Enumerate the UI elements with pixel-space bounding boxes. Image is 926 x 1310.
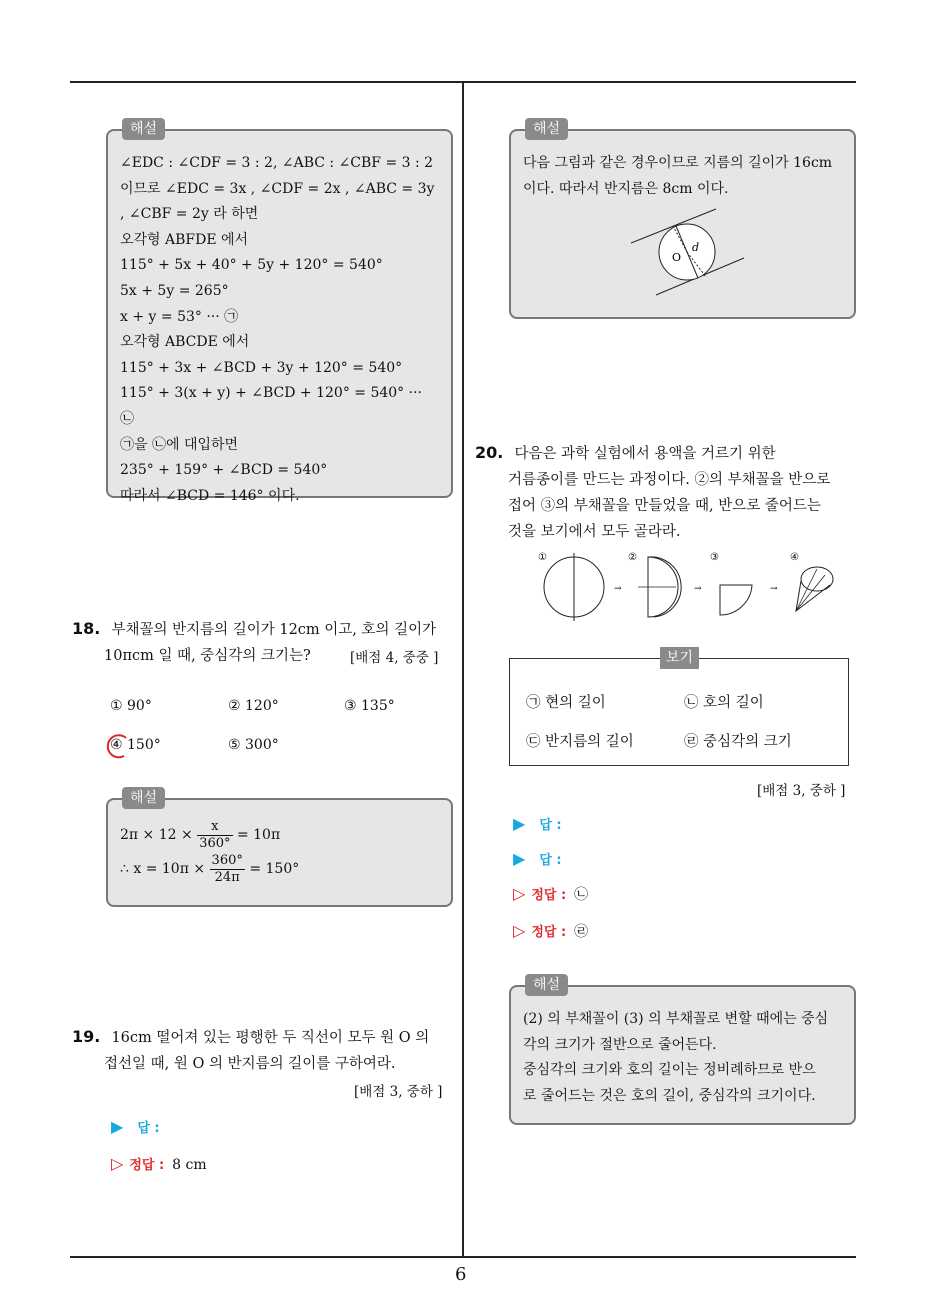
answer-label: 답 : xyxy=(539,818,562,833)
solution-line: ∴ x = 10π × $\frac{360^\circ}{24\pi}$ = 150° xyxy=(120,852,300,885)
options-box xyxy=(509,650,849,766)
option-item: ㉢ 반지름의 길이 xyxy=(526,734,634,750)
question-18 xyxy=(72,617,457,643)
question-text: 다음은 과학 실험에서 용액을 거르기 위한 xyxy=(514,446,776,462)
correct-value: ㉣ xyxy=(574,924,589,940)
question-19-line2: 접선일 때, 원 O 의 반지름의 길이를 구하여라. xyxy=(104,1056,396,1072)
question-score: [배점 3, 중하 ] xyxy=(757,783,846,799)
play-triangle-icon: ▶ xyxy=(513,849,526,868)
solution-line: 오각형 ABFDE 에서 xyxy=(120,231,249,248)
solution-tag: 해설 xyxy=(122,118,165,140)
solution-line: 오각형 ABCDE 에서 xyxy=(120,334,250,351)
step-label: ③ xyxy=(710,552,719,563)
solution-tag: 해설 xyxy=(122,787,165,809)
outline-triangle-icon: ▷ xyxy=(111,1154,124,1173)
correct-label: 정답 : xyxy=(129,1158,165,1173)
correct-value: ㉡ xyxy=(574,887,589,903)
question-number: 20. xyxy=(475,443,504,462)
solution-line: 다음 그림과 같은 경우이므로 지름의 길이가 16cm xyxy=(523,155,833,171)
center-label: O xyxy=(672,251,682,264)
solution-tag: 해설 xyxy=(525,974,568,996)
answer-row xyxy=(111,1117,160,1136)
solution-line: 115° + 3(x + y) + ∠BCD + 120° = 540° ··· ㉡ xyxy=(120,385,422,427)
solution-line: 235° + 159° + ∠BCD = 540° xyxy=(120,462,328,479)
question-text: 16cm 떨어져 있는 평행한 두 직선이 모두 원 O 의 xyxy=(111,1030,430,1046)
choice-3[interactable]: ③ 135° xyxy=(344,698,395,714)
correct-answer-row xyxy=(513,921,588,941)
correct-label: 정답 : xyxy=(531,925,567,940)
correct-answer-row xyxy=(111,1154,207,1173)
step-label: ② xyxy=(628,552,637,563)
page-number: 6 xyxy=(455,1264,467,1285)
distance-label: d xyxy=(692,241,700,254)
solution-line: 115° + 5x + 40° + 5y + 120° = 540° xyxy=(120,257,383,274)
solution-line: 115° + 3x + ∠BCD + 3y + 120° = 540° xyxy=(120,359,403,376)
play-triangle-icon: ▶ xyxy=(111,1117,124,1136)
outline-triangle-icon: ▷ xyxy=(513,921,526,940)
question-number: 18. xyxy=(72,619,101,638)
folding-process-figure xyxy=(530,545,840,625)
choice-5[interactable]: ⑤ 300° xyxy=(228,737,279,753)
question-19 xyxy=(72,1025,457,1051)
solution-box-17 xyxy=(106,121,453,504)
solution-line: 로 줄어드는 것은 호의 길이, 중심각의 크기이다. xyxy=(523,1087,816,1104)
solution-box-19 xyxy=(509,121,856,319)
choice-4[interactable]: ④ 150° xyxy=(110,737,161,753)
option-item: ㉣ 중심각의 크기 xyxy=(684,734,792,750)
solution-line: 중심각의 크기와 호의 길이는 정비례하므로 반으 xyxy=(523,1062,816,1079)
solution-line: 각의 크기가 절반으로 줄어든다. xyxy=(523,1036,717,1053)
question-20-line: 거름종이를 만드는 과정이다. ②의 부채꼴을 반으로 xyxy=(508,472,831,488)
play-triangle-icon: ▶ xyxy=(513,814,526,833)
tangent-circle-figure xyxy=(626,201,756,301)
outline-triangle-icon: ▷ xyxy=(513,884,526,903)
step-label: ① xyxy=(538,552,547,563)
bottom-rule xyxy=(70,1256,856,1258)
fraction: $\frac{360^\circ}{24\pi}$ xyxy=(211,852,243,885)
correct-answer-row xyxy=(513,884,588,904)
choice-2[interactable]: ② 120° xyxy=(228,698,279,714)
solution-line: x + y = 53° ··· ㉠ xyxy=(120,308,239,325)
options-tag: 보기 xyxy=(660,647,699,669)
solution-line: , ∠CBF = 2y 라 하면 xyxy=(120,206,259,223)
correct-value: 8 cm xyxy=(172,1157,207,1173)
solution-box-18 xyxy=(106,790,453,907)
question-20-line: 접어 ③의 부채꼴을 만들었을 때, 반으로 줄어드는 xyxy=(508,498,821,514)
question-text: 부채꼴의 반지름의 길이가 12cm 이고, 호의 길이가 xyxy=(111,622,437,638)
answer-row xyxy=(513,849,562,868)
red-circle-mark-icon xyxy=(102,731,132,761)
answer-label: 답 : xyxy=(137,1121,160,1136)
step-label: ④ xyxy=(790,552,799,563)
center-divider xyxy=(462,82,464,1258)
svg-text:→: → xyxy=(770,584,778,594)
question-20 xyxy=(475,441,860,467)
answer-row xyxy=(513,814,562,833)
solution-box-20 xyxy=(509,977,856,1125)
solution-line: 이므로 ∠EDC = 3x , ∠CDF = 2x , ∠ABC = 3y xyxy=(120,180,435,197)
solution-line: 이다. 따라서 반지름은 8cm 이다. xyxy=(523,180,729,197)
solution-line: ∠EDC : ∠CDF = 3 : 2, ∠ABC : ∠CBF = 3 : 2 xyxy=(120,155,434,171)
solution-line: 따라서 ∠BCD = 146° 이다. xyxy=(120,487,300,504)
svg-text:→: → xyxy=(694,584,702,594)
question-20-line: 것을 보기에서 모두 골라라. xyxy=(508,524,681,540)
option-item: ㉡ 호의 길이 xyxy=(684,695,764,711)
solution-tag: 해설 xyxy=(525,118,568,140)
svg-text:→: → xyxy=(614,584,622,594)
question-18-line2: 10πcm 일 때, 중심각의 크기는? xyxy=(104,648,311,664)
fraction: $\frac{x}{360^\circ}$ xyxy=(199,818,231,851)
choice-1[interactable]: ① 90° xyxy=(110,698,152,714)
solution-line: 2π × 12 × $\frac{x}{360^\circ}$ = 10π xyxy=(120,818,281,851)
solution-line: (2) 의 부채꼴이 (3) 의 부채꼴로 변할 때에는 중심 xyxy=(523,1011,829,1027)
question-number: 19. xyxy=(72,1027,101,1046)
question-score: [배점 4, 중중 ] xyxy=(350,650,439,666)
solution-line: 5x + 5y = 265° xyxy=(120,282,229,299)
correct-label: 정답 : xyxy=(531,888,567,903)
solution-line: ㉠을 ㉡에 대입하면 xyxy=(120,436,239,453)
answer-label: 답 : xyxy=(539,853,562,868)
option-item: ㉠ 현의 길이 xyxy=(526,695,606,711)
question-score: [배점 3, 중하 ] xyxy=(354,1084,443,1100)
